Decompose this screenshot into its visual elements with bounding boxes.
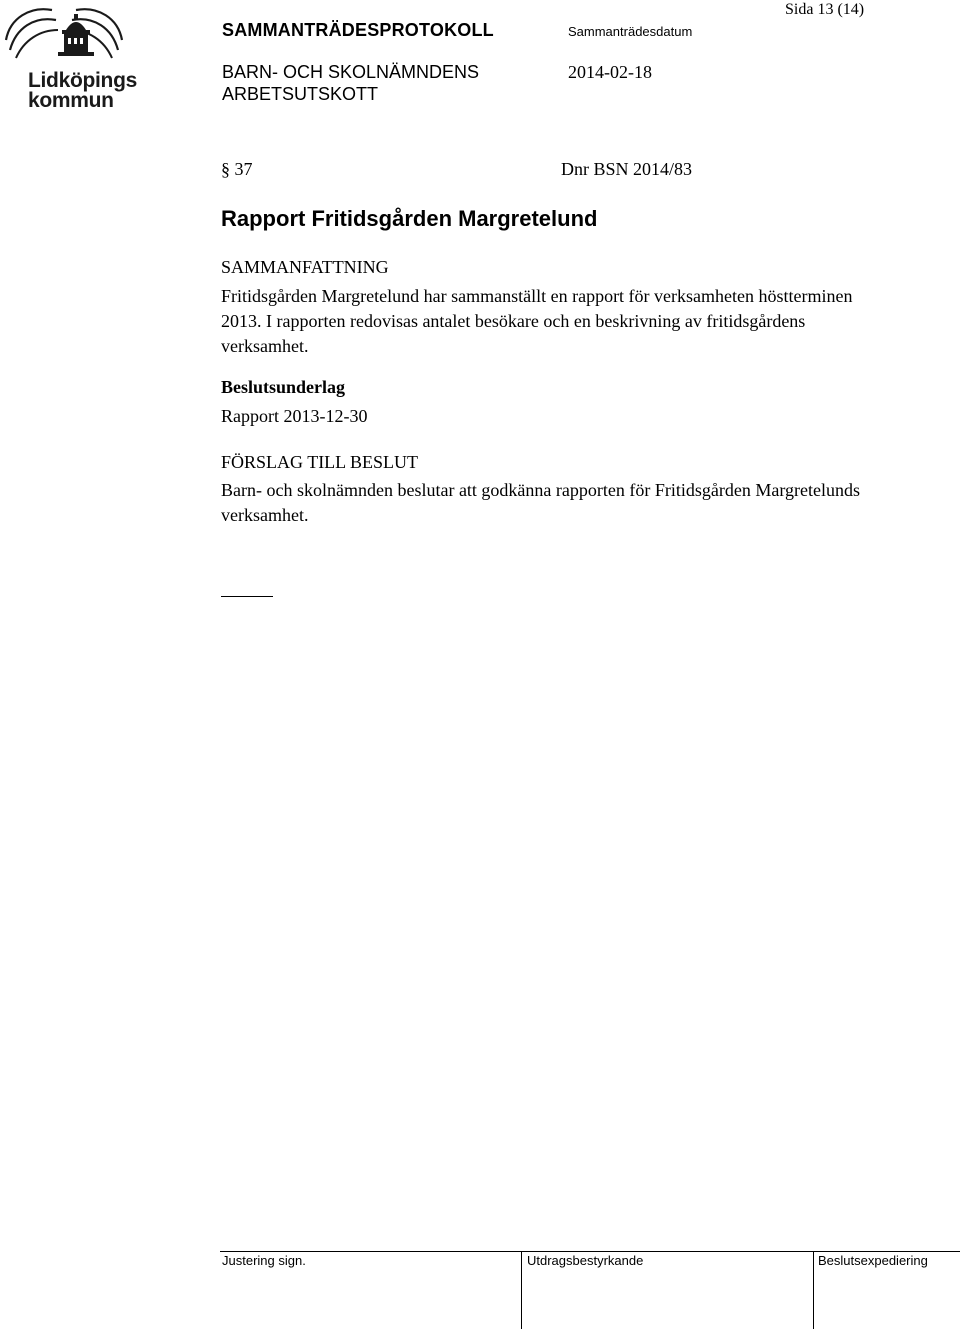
footer-expediering-label: Beslutsexpediering <box>818 1253 928 1268</box>
protocol-title: SAMMANTRÄDESPROTOKOLL <box>222 20 494 40</box>
proposal-text: Barn- och skolnämnden beslutar att godkänna rapporten för Fritidsgården Margretelunds verksamhet. <box>221 480 860 525</box>
municipality-logo <box>0 0 137 112</box>
footer-rule <box>220 1251 960 1252</box>
meeting-date-value: 2014-02-18 <box>568 62 652 82</box>
proposal-heading: FÖRSLAG TILL BESLUT <box>221 452 419 472</box>
footer-justering-label: Justering sign. <box>222 1253 306 1268</box>
diary-number: Dnr BSN 2014/83 <box>561 159 693 179</box>
basis-heading: Beslutsunderlag <box>221 377 346 397</box>
summary-text: Fritidsgården Margretelund har sammanställt en rapport för verksamheten höstterminen 2013. I rapporten redovisas antalet besökare och en beskrivning av fritidsgårdens verksamhet. <box>221 286 853 356</box>
page-number: Sida 13 (14) <box>785 1 865 18</box>
footer-divider-2 <box>813 1251 814 1329</box>
logo-text-line1: Lidköpings <box>28 69 137 92</box>
footer-utdrag-label: Utdragsbestyrkande <box>527 1253 644 1268</box>
page-title: Rapport Fritidsgården Margretelund <box>221 206 598 231</box>
basis-text: Rapport 2013-12-30 <box>221 406 368 426</box>
footer-divider-1 <box>521 1251 522 1329</box>
committee-name-line2: ARBETSUTSKOTT <box>222 84 379 104</box>
logo-text-line2: kommun <box>28 89 114 112</box>
summary-heading: SAMMANFATTNING <box>221 257 389 277</box>
meeting-date-label: Sammanträdesdatum <box>568 24 693 39</box>
committee-name-line1: BARN- OCH SKOLNÄMNDENS <box>222 62 480 82</box>
logo-emblem-icon <box>0 0 125 68</box>
end-rule <box>221 596 273 597</box>
paragraph-number: § 37 <box>221 159 253 179</box>
